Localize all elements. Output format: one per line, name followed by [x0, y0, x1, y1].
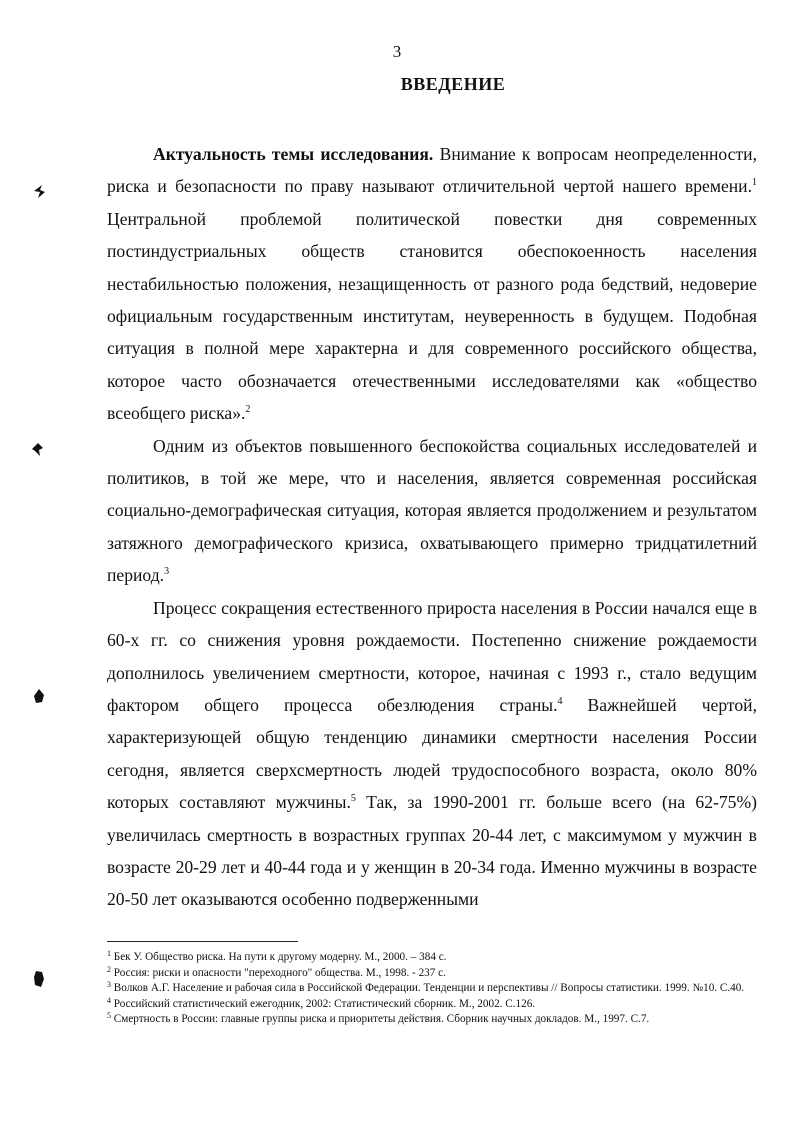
paragraph-text: Так, за 1990-2001 гг. больше всего (на 62-75%) увеличилась смертность в возрастных группах 20-44 лет, с максимумом у мужчин в возрасте 20-29 лет и 40-44 года и у женщин в 20-34 года. Именно мужчины в возрасте 20-50 лет оказываются особенно подверженными	[107, 792, 757, 910]
paragraph-text: Центральной проблемой политической повестки дня современных постиндустриальных обществ становится обеспокоенность населения нестабильностью положения, незащищенность от разного рода бедствий, недоверие официальным государственным институтам, неуверенность в будущем. Подобная ситуация в полной мере характерна и для современного российского общества, которое часто обозначается отечественными исследователями как «общество всеобщего риска».	[107, 208, 757, 424]
footnote-item	[107, 966, 757, 982]
footnote-ref-3: 3	[164, 566, 170, 578]
footnote-text: Смертность в России: главные группы риска и приоритеты действия. Сборник научных докладов. М., 1997. С.7.	[111, 1013, 650, 1025]
margin-mark-icon	[33, 970, 45, 988]
footnote-number: 4	[107, 995, 111, 1005]
margin-mark-icon	[33, 688, 45, 704]
footnote-ref-1: 1	[752, 177, 757, 189]
paragraph-text: Одним из объектов повышенного беспокойства социальных исследователей и политиков, в той же мере, что и населения, является современная российская социально-демографическая ситуация, которая является продолжением и результатом затяжного демографического кризиса, охватывающего примерно тридцатилетний период.	[107, 435, 757, 586]
paragraph-mortality	[107, 592, 757, 916]
paragraph-text: Процесс сокращения естественного прироста населения в России начался еще в 60-х гг. со снижения уровня рождаемости. Постепенно снижение рождаемости дополнилось увеличением смертности, которое, начиная с 1993 г., стало ведущим фактором общего процесса обезлюдения страны.	[107, 597, 757, 715]
margin-mark-icon	[31, 441, 45, 457]
page-number: 3	[392, 42, 402, 61]
paragraph-relevance	[107, 138, 757, 430]
footnote-number: 3	[107, 980, 111, 989]
footnotes	[107, 950, 757, 1028]
margin-mark-icon	[32, 183, 46, 199]
footnote-number: 5	[107, 1011, 111, 1020]
footnote-text: Волков А.Г. Население и рабочая сила в Российской Федерации. Тенденции и перспективы // Вопросы статистики. 1999. №10. С.40.	[111, 982, 745, 994]
footnote-ref-5: 5	[350, 793, 356, 805]
footnote-text: Бек У. Общество риска. На пути к другому модерну. М., 2000. – 384 с.	[111, 951, 447, 963]
paragraph-text: Важнейшей чертой, характеризующей общую тенденцию динамики смертности населения России сегодня, является сверхсмертность людей трудоспособного возраста, около 80% которых составляют мужчины.	[107, 694, 757, 813]
footnote-ref-2: 2	[245, 404, 251, 416]
paragraph-text: Внимание к вопросам неопределенности, риска и безопасности по праву называют отличительной чертой нашего времени.	[107, 144, 757, 197]
footnote-number: 1	[107, 949, 111, 958]
footnote-number: 2	[107, 964, 111, 974]
footnote-item	[107, 981, 757, 997]
footnote-item	[107, 997, 757, 1013]
footnote-item	[107, 950, 757, 966]
footnote-text: Россия: риски и опасности "переходного" общества. М., 1998. - 237 с.	[111, 966, 446, 979]
footnote-item	[107, 1012, 757, 1028]
footnote-text: Российский статистический ежегодник, 2002: Статистический сборник. М., 2002. С.126.	[111, 997, 536, 1010]
body-text	[107, 138, 757, 916]
footnote-ref-4: 4	[557, 695, 563, 707]
paragraph-lead: Актуальность темы исследования.	[153, 144, 434, 164]
chapter-title: ВВЕДЕНИЕ	[400, 74, 506, 94]
footnote-divider	[107, 941, 298, 942]
paragraph-crisis	[107, 430, 757, 592]
